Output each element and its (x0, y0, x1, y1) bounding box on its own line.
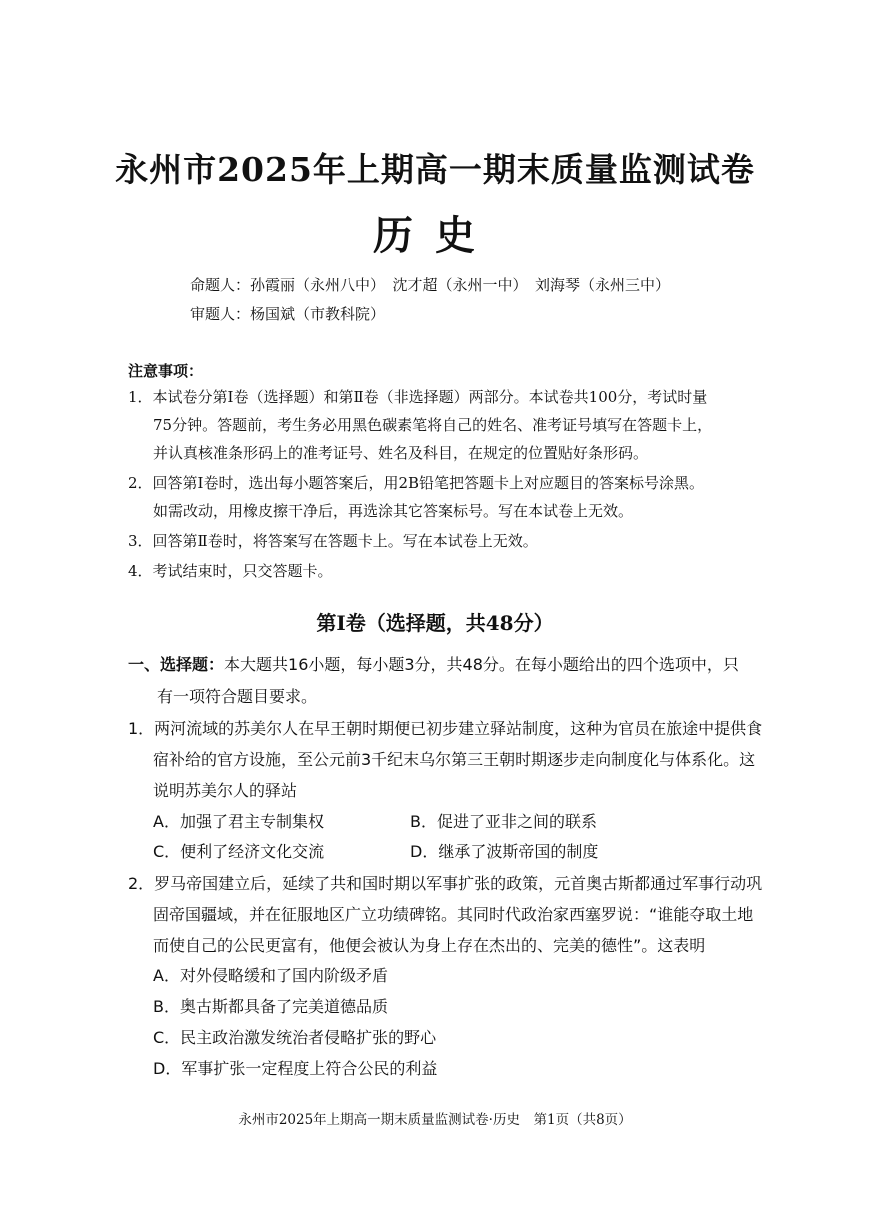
section-title: 第Ⅰ卷（选择题，共48分） (316, 611, 554, 635)
question-stem-line: 说明苏美尔人的驿站 (153, 781, 298, 800)
notice-line: 4．考试结束时，只交答题卡。 (128, 562, 333, 580)
section-instruction-cont: 有一项符合题目要求。 (157, 687, 318, 706)
option-b: B．奥古斯都具备了完美道德品质 (153, 997, 388, 1016)
section-instruction (128, 652, 739, 675)
reviewer-line: 审题人：杨国斌（市教科院） (190, 305, 386, 323)
notice-line: 1．本试卷分第Ⅰ卷（选择题）和第Ⅱ卷（非选择题）两部分。本试卷共100分，考试时量 (128, 388, 708, 406)
page-footer: 永州市2025年上期高一期末质量监测试卷·历史 第1页（共8页） (238, 1112, 632, 1128)
option-c: C．民主政治激发统治者侵略扩张的野心 (153, 1028, 437, 1047)
notice-line: 2．回答第Ⅰ卷时，选出每小题答案后，用2B铅笔把答题卡上对应题目的答案标号涂黑。 (128, 474, 705, 492)
option-d: D．继承了波斯帝国的制度 (410, 842, 599, 861)
notice-line: 3．回答第Ⅱ卷时，将答案写在答题卡上。写在本试卷上无效。 (128, 532, 538, 550)
question-stem-line: 2．罗马帝国建立后，延续了共和国时期以军事扩张的政策，元首奥古斯都通过军事行动巩 (128, 874, 763, 893)
question-stem-line: 1．两河流域的苏美尔人在早王朝时期便已初步建立驿站制度，这种为官员在旅途中提供食 (128, 719, 763, 738)
instruction-label: 一、选择题： (128, 655, 225, 674)
notice-heading: 注意事项： (128, 362, 204, 380)
question-stem-line: 而使自己的公民更富有，他便会被认为身上存在杰出的、完美的德性”。这表明 (153, 936, 706, 955)
question-stem-line: 宿补给的官方设施，至公元前3千纪末乌尔第三王朝时期逐步走向制度化与体系化。这 (153, 750, 756, 769)
option-d: D．军事扩张一定程度上符合公民的利益 (153, 1059, 438, 1078)
exam-title: 永州市2025年上期高一期末质量监测试卷 (115, 150, 755, 189)
notice-line: 并认真核准条形码上的准考证号、姓名及科目，在规定的位置贴好条形码。 (153, 444, 649, 462)
notice-line: 如需改动，用橡皮擦干净后，再选涂其它答案标号。写在本试卷上无效。 (153, 502, 634, 520)
option-a: A．加强了君主专制集权 (153, 812, 324, 831)
notice-line: 75分钟。答题前，考生务必用黑色碳素笔将自己的姓名、准考证号填写在答题卡上， (153, 416, 713, 434)
authors-line: 命题人：孙霞丽（永州八中） 沈才超（永州一中） 刘海琴（永州三中） (190, 276, 671, 294)
option-b: B．促进了亚非之间的联系 (410, 812, 597, 831)
question-stem-line: 固帝国疆域，并在征服地区广立功绩碑铭。其同时代政治家西塞罗说：“谁能夺取土地 (153, 905, 754, 924)
instruction-text: 本大题共16小题，每小题3分，共48分。在每小题给出的四个选项中，只 (224, 655, 739, 674)
option-c: C．便利了经济文化交流 (153, 842, 325, 861)
option-a: A．对外侵略缓和了国内阶级矛盾 (153, 966, 388, 985)
subject-title: 历史 (373, 212, 497, 259)
